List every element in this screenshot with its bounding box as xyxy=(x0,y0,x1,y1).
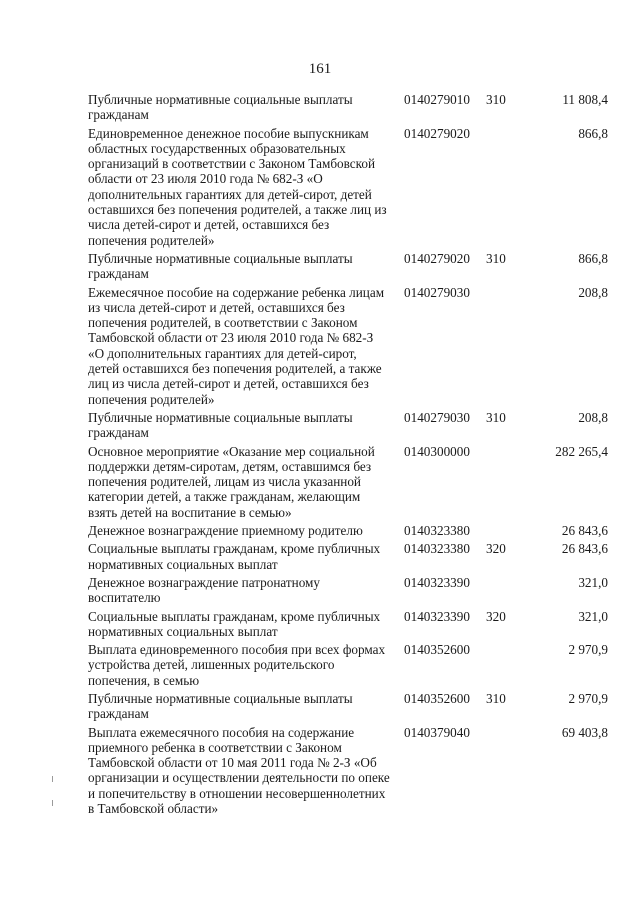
row-code: 0140323380 xyxy=(404,523,470,539)
budget-table-body xyxy=(88,92,608,819)
row-name: Социальные выплаты гражданам, кроме публичных нормативных социальных выплат xyxy=(88,541,381,572)
row-amount: 26 843,6 xyxy=(561,541,608,557)
row-amount: 208,8 xyxy=(578,284,608,300)
row-type: 310 xyxy=(486,690,506,706)
row-type xyxy=(486,642,526,691)
table-row xyxy=(88,285,608,410)
row-amount: 866,8 xyxy=(578,125,608,141)
row-type xyxy=(486,444,526,523)
row-name: Публичные нормативные социальные выплаты гражданам xyxy=(88,409,353,441)
budget-table xyxy=(88,92,608,819)
row-name: Публичные нормативные социальные выплаты гражданам xyxy=(88,250,353,282)
row-code: 0140323390 xyxy=(404,574,470,590)
row-type: 320 xyxy=(486,541,506,557)
row-code: 0140279020 xyxy=(404,250,470,266)
table-row xyxy=(88,410,608,444)
row-amount: 282 265,4 xyxy=(555,443,608,459)
table-row xyxy=(88,725,608,820)
row-amount: 866,8 xyxy=(578,250,608,266)
row-type xyxy=(486,523,526,541)
table-row xyxy=(88,444,608,523)
row-name: Публичные нормативные социальные выплаты гражданам xyxy=(88,690,353,722)
row-name: Единовременное денежное пособие выпускникам областных государственных образовательных организаций в соответствии с Законом Тамбовской области от 23 июля 2010 года № 682-З «О дополнительных гарантиях для детей-сирот, детей оставшихся без попечения родителей, а также лиц из числа детей-сирот и детей, оставшихся без попечения родителей» xyxy=(88,125,387,248)
row-code: 0140279030 xyxy=(404,409,470,425)
row-code: 0140323380 xyxy=(404,541,470,557)
table-row xyxy=(88,575,608,609)
row-amount: 2 970,9 xyxy=(568,642,608,658)
row-code: 0140352600 xyxy=(404,690,470,706)
row-type xyxy=(486,575,526,609)
row-name: Денежное вознаграждение патронатному воспитателю xyxy=(88,574,320,606)
row-code: 0140279010 xyxy=(404,92,470,107)
row-code: 0140323390 xyxy=(404,608,470,624)
row-code: 0140300000 xyxy=(404,443,470,459)
row-name: Выплата единовременного пособия при всех формах устройства детей, лишенных родительского попечения, в семью xyxy=(88,642,386,688)
margin-mark xyxy=(52,800,53,806)
row-code: 0140279020 xyxy=(404,125,470,141)
row-code: 0140352600 xyxy=(404,642,470,658)
row-name: Социальные выплаты гражданам, кроме публичных нормативных социальных выплат xyxy=(88,608,381,639)
table-row xyxy=(88,691,608,725)
table-row xyxy=(88,92,608,126)
row-type: 310 xyxy=(486,250,506,266)
page-number: 161 xyxy=(308,61,332,77)
row-name: Основное мероприятие «Оказание мер социальной поддержки детям-сиротам, детям, оставшимся без попечения родителей, лицам из числа указанной категории детей, а также гражданам, желающим взять детей на воспитание в семью» xyxy=(88,443,375,520)
table-row xyxy=(88,523,608,541)
row-name: Ежемесячное пособие на содержание ребенка лицам из числа детей-сирот и детей, оставшихся без попечения родителей, в соответствии с Законом Тамбовской области от 23 июля 2010 года № 682-З «О дополнительных гарантиях для детей-сирот, детей оставшихся без попечения родителей, а также лиц из числа детей-сирот и детей, оставшихся без попечения родителей» xyxy=(88,284,385,407)
row-code: 0140379040 xyxy=(404,724,470,740)
row-amount: 69 403,8 xyxy=(561,724,608,740)
row-type: 320 xyxy=(486,608,506,624)
table-row xyxy=(88,609,608,643)
row-amount: 321,0 xyxy=(578,608,608,624)
table-row xyxy=(88,541,608,575)
row-type xyxy=(486,725,526,820)
table-row xyxy=(88,126,608,251)
row-amount: 208,8 xyxy=(578,409,608,425)
table-row xyxy=(88,251,608,285)
row-type xyxy=(486,126,526,251)
row-name: Выплата ежемесячного пособия на содержание приемного ребенка в соответствии с Законом Тамбовской области от 10 мая 2011 года № 2-З «Об организации и осуществлении деятельности по опеке и попечительству в отношении несовершеннолетних в Тамбовской области» xyxy=(88,724,390,817)
row-type xyxy=(486,285,526,410)
row-name: Публичные нормативные социальные выплаты гражданам xyxy=(88,92,353,123)
table-row xyxy=(88,642,608,691)
row-amount: 11 808,4 xyxy=(562,92,608,107)
row-amount: 2 970,9 xyxy=(568,690,608,706)
row-code: 0140279030 xyxy=(404,284,470,300)
margin-mark xyxy=(52,776,53,782)
row-name: Денежное вознаграждение приемному родителю xyxy=(88,523,363,539)
row-amount: 26 843,6 xyxy=(561,523,608,539)
row-amount: 321,0 xyxy=(578,574,608,590)
row-type: 310 xyxy=(486,409,506,425)
row-type: 310 xyxy=(486,92,506,107)
